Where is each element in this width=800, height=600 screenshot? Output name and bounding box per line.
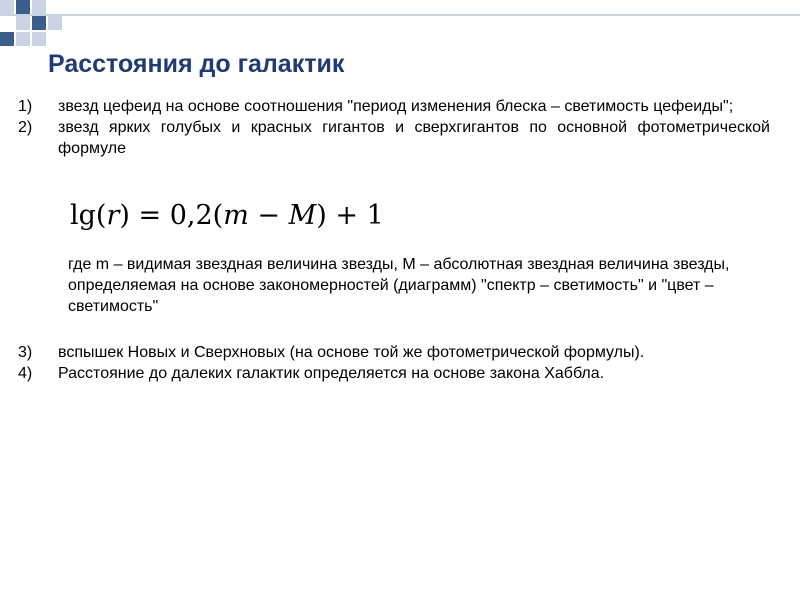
- formula-m: m: [223, 200, 249, 231]
- item-text: звезд ярких голубых и красных гигантов и сверхгигантов по основной фотометрической формуле: [58, 119, 770, 157]
- formula-lg: lg: [70, 200, 96, 231]
- deco-square: [0, 0, 14, 14]
- method-list: [18, 96, 770, 159]
- formula-plus: ) + 1: [316, 200, 384, 231]
- item-number: 4): [18, 365, 33, 382]
- item-number: 1): [18, 98, 33, 115]
- item-number: 2): [18, 119, 33, 136]
- item-number: 3): [18, 344, 33, 361]
- formula-note: где m – видимая звездная величина звезды, M – абсолютная звездная величина звезды, определяемая на основе закономерностей (диаграмм) "спектр – светимость" и "цвет – светимость": [68, 256, 730, 315]
- item-text: звезд цефеид на основе соотношения "период изменения блеска – светимость цефеиды";: [58, 98, 734, 115]
- deco-square: [0, 32, 14, 46]
- deco-square: [16, 16, 30, 30]
- deco-square: [32, 0, 46, 14]
- list-item: [18, 363, 770, 384]
- deco-square: [32, 16, 46, 30]
- slide-title: Расстояния до галактик: [48, 50, 345, 78]
- photometric-formula: [70, 200, 384, 231]
- deco-square: [48, 16, 62, 30]
- formula-open: (: [95, 200, 107, 231]
- item-text: Расстояние до далеких галактик определяется на основе закона Хаббла.: [58, 365, 605, 382]
- list-item: [18, 342, 770, 363]
- deco-square: [16, 32, 30, 46]
- method-list-continued: [18, 342, 770, 384]
- item-text: вспышек Новых и Сверхновых (на основе той же фотометрической формулы).: [58, 344, 645, 361]
- formula-M: M: [288, 200, 317, 231]
- formula-minus: −: [248, 200, 289, 231]
- list-item: [18, 96, 770, 117]
- deco-square: [32, 32, 46, 46]
- formula-r: r: [106, 200, 120, 231]
- deco-square: [16, 0, 30, 14]
- formula-eq: ) = 0,2(: [119, 200, 224, 231]
- list-item: [18, 117, 770, 159]
